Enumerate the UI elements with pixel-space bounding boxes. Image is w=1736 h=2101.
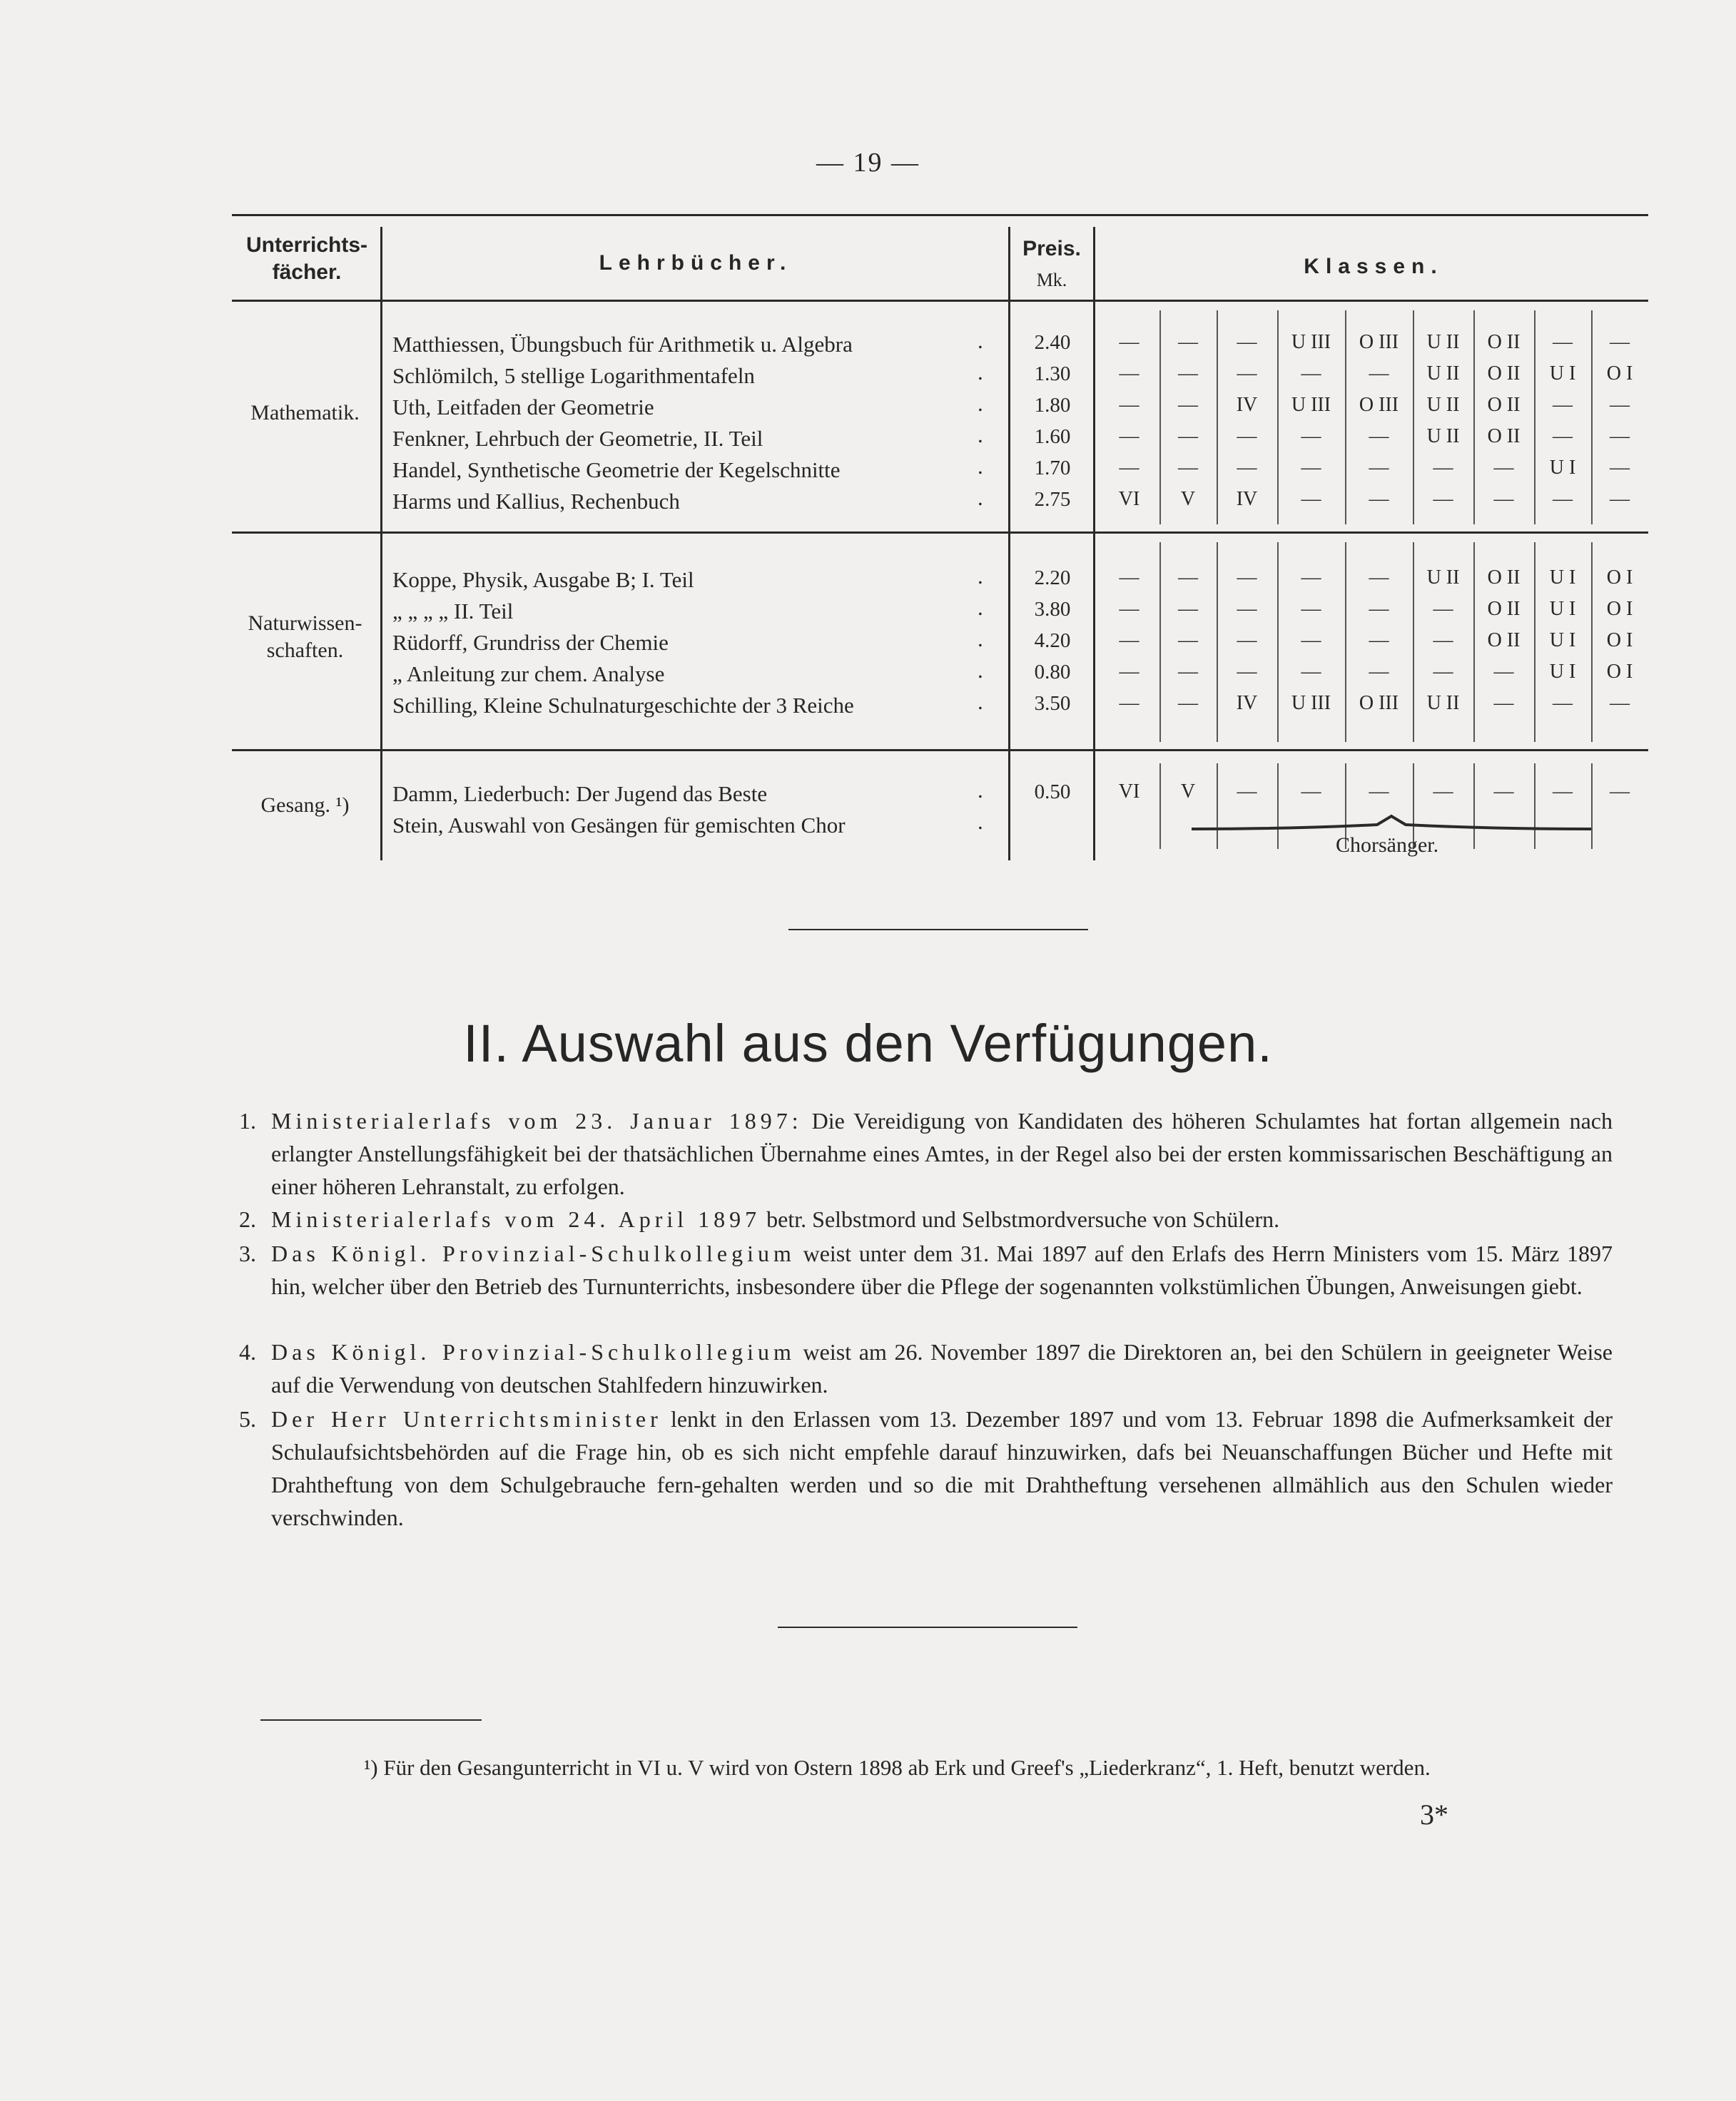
header-subjects: Unterrichts-fächer. <box>245 233 368 284</box>
class-cell: — <box>1433 661 1453 683</box>
class-cell: O II <box>1487 598 1521 620</box>
class-cell: — <box>1610 692 1630 714</box>
header-bottom-rule <box>232 300 1648 302</box>
price-cell: 3.80 <box>1034 598 1071 621</box>
class-cell: IV <box>1236 692 1258 714</box>
class-cell: O II <box>1487 629 1521 651</box>
price-cell: 4.20 <box>1034 629 1071 652</box>
class-cell: — <box>1493 780 1514 803</box>
subject-mathematik: Mathematik. <box>250 401 360 424</box>
decree-text: weist am 26. November 1897 die Direktoren an, bei den Schülern in geeigneter Weise auf die Verwendung von deutschen Stahlfedern hinzuwirken. <box>271 1339 1613 1398</box>
dot-leader: . <box>978 391 989 416</box>
class-column-separator <box>1159 763 1161 849</box>
decree-item <box>239 1403 1613 1534</box>
class-cell: U I <box>1549 598 1576 620</box>
class-cell: — <box>1178 566 1198 589</box>
class-cell: U III <box>1291 394 1331 416</box>
decree-number: 1. <box>239 1108 256 1134</box>
class-cell: U I <box>1549 566 1576 589</box>
class-cell: — <box>1301 661 1321 683</box>
class-cell: — <box>1237 331 1257 353</box>
subject-gesang: Gesang. ¹) <box>260 793 350 817</box>
class-cell: VI <box>1118 488 1140 510</box>
class-cell: — <box>1610 780 1630 803</box>
class-cell: IV <box>1236 394 1258 416</box>
footnote: ¹) Für den Gesangunterricht in VI u. V wird von Ostern 1898 ab Erk und Greef's „Liederkranz“, 1. Heft, benutzt werden. <box>364 1755 1431 1780</box>
class-cell: — <box>1301 780 1321 803</box>
class-cell: U II <box>1426 362 1460 385</box>
class-cell: — <box>1178 362 1198 385</box>
dot-leader: . <box>978 485 989 510</box>
dot-leader: . <box>978 689 989 714</box>
class-cell: — <box>1178 331 1198 353</box>
class-cell: U II <box>1426 394 1460 416</box>
price-cell: 0.80 <box>1034 661 1071 683</box>
dot-leader: . <box>978 626 989 651</box>
decree-number: 4. <box>239 1339 256 1365</box>
class-cell: IV <box>1236 488 1258 510</box>
class-cell: — <box>1237 661 1257 683</box>
dot-leader: . <box>978 564 989 589</box>
chorsaenger-note: Chorsänger. <box>1336 833 1439 857</box>
class-cell: O III <box>1359 394 1399 416</box>
decree-text: Die Vereidigung von Kandidaten des höheren Schulamtes hat fortan allgemein nach erlangter Anstellungsfähigkeit bei der thatsächlichen Übernahme eines Amtes, in der Regel also bei der ersten kommissarischen Beschäftigung an einer höheren Lehranstalt, zu erfolgen. <box>271 1108 1613 1199</box>
dot-leader: . <box>978 595 989 620</box>
class-cell: U I <box>1549 362 1576 385</box>
class-cell: — <box>1119 566 1139 589</box>
class-cell: — <box>1119 425 1139 447</box>
class-cell: — <box>1119 629 1139 651</box>
price-cell: 2.20 <box>1034 566 1071 589</box>
decree-item <box>239 1237 1613 1303</box>
footnote-rule <box>260 1719 482 1721</box>
class-cell: — <box>1369 362 1389 385</box>
class-cell: — <box>1119 692 1139 714</box>
book-title: Stein, Auswahl von Gesängen für gemischten Chor <box>392 813 846 838</box>
class-cell: — <box>1553 331 1573 353</box>
class-cell: — <box>1301 488 1321 510</box>
dot-leader: . <box>978 778 989 803</box>
class-cell: — <box>1178 457 1198 479</box>
class-cell: — <box>1119 598 1139 620</box>
class-cell: O II <box>1487 331 1521 353</box>
decree-item <box>239 1336 1613 1401</box>
class-cell: U III <box>1291 692 1331 714</box>
decree-text: weist unter dem 31. Mai 1897 auf den Erlafs des Herrn Ministers vom 15. März 1897 hin, welcher über den Betrieb des Turnunterrichts, insbesondere über die Pflege der sogenannten volkstümlichen Übungen, Anweisungen giebt. <box>271 1241 1613 1299</box>
decree-lead: Der Herr Unterrichtsminister <box>271 1406 662 1432</box>
class-cell: — <box>1237 457 1257 479</box>
class-cell: — <box>1553 692 1573 714</box>
class-cell: — <box>1301 425 1321 447</box>
class-cell: — <box>1237 566 1257 589</box>
decree-lead: Das Königl. Provinzial-Schulkollegium <box>271 1339 796 1365</box>
class-cell: — <box>1369 629 1389 651</box>
signature-mark: 3* <box>1420 1799 1448 1831</box>
class-cell: — <box>1369 661 1389 683</box>
class-cell: — <box>1237 598 1257 620</box>
class-cell: U II <box>1426 566 1460 589</box>
table-top-rule <box>232 214 1648 216</box>
class-cell: O II <box>1487 425 1521 447</box>
column-rule <box>1093 227 1095 860</box>
class-cell: — <box>1237 629 1257 651</box>
section-divider <box>232 531 1648 534</box>
class-cell: — <box>1610 331 1630 353</box>
class-cell: — <box>1237 425 1257 447</box>
header-books: Lehrbücher. <box>599 251 793 275</box>
price-cell: 0.50 <box>1034 780 1071 803</box>
book-title: „ Anleitung zur chem. Analyse <box>392 661 665 686</box>
book-title: Uth, Leitfaden der Geometrie <box>392 395 654 419</box>
class-cell: — <box>1553 394 1573 416</box>
class-cell: — <box>1301 457 1321 479</box>
decree-lead: Ministerialerlafs vom 23. Januar 1897: <box>271 1108 803 1134</box>
class-cell: U III <box>1291 331 1331 353</box>
class-cell: — <box>1610 457 1630 479</box>
section-title: II. Auswahl aus den Verfügungen. <box>463 1014 1273 1073</box>
class-cell: — <box>1493 692 1514 714</box>
class-cell: — <box>1369 457 1389 479</box>
class-cell: O III <box>1359 692 1399 714</box>
class-cell: — <box>1119 331 1139 353</box>
class-cell: — <box>1433 629 1453 651</box>
decree-number: 5. <box>239 1406 256 1432</box>
decree-number: 3. <box>239 1241 256 1266</box>
class-cell: V <box>1180 780 1196 803</box>
class-cell: — <box>1610 394 1630 416</box>
class-cell: U II <box>1426 425 1460 447</box>
class-cell: U I <box>1549 629 1576 651</box>
class-cell: U II <box>1426 692 1460 714</box>
class-cell: — <box>1301 629 1321 651</box>
header-price: Preis. <box>1022 237 1081 260</box>
book-title: Fenkner, Lehrbuch der Geometrie, II. Teil <box>392 426 763 451</box>
book-title: Harms und Kallius, Rechenbuch <box>392 489 680 514</box>
price-cell: 1.70 <box>1034 457 1071 479</box>
decree-number: 2. <box>239 1206 256 1232</box>
price-cell: 2.75 <box>1034 488 1071 511</box>
class-cell: — <box>1178 629 1198 651</box>
class-cell: — <box>1178 425 1198 447</box>
class-cell: O I <box>1606 598 1633 620</box>
header-price-unit: Mk. <box>1036 270 1067 290</box>
book-title: Damm, Liederbuch: Der Jugend das Beste <box>392 781 768 806</box>
class-cell: — <box>1178 394 1198 416</box>
book-title: Matthiessen, Übungsbuch für Arithmetik u. Algebra <box>392 332 853 357</box>
class-cell: — <box>1369 425 1389 447</box>
class-cell: O II <box>1487 566 1521 589</box>
class-cell: — <box>1493 661 1514 683</box>
class-cell: — <box>1237 780 1257 803</box>
class-cell: — <box>1369 598 1389 620</box>
chor-brace <box>1192 813 1591 842</box>
book-title: Koppe, Physik, Ausgabe B; I. Teil <box>392 567 694 592</box>
price-cell: 2.40 <box>1034 331 1071 354</box>
dot-leader: . <box>978 454 989 479</box>
decree-item <box>239 1203 1613 1236</box>
class-cell: — <box>1369 566 1389 589</box>
class-cell: — <box>1433 598 1453 620</box>
book-title: Schilling, Kleine Schulnaturgeschichte der 3 Reiche <box>392 693 854 718</box>
class-cell: — <box>1553 425 1573 447</box>
dot-leader: . <box>978 360 989 385</box>
class-cell: — <box>1553 488 1573 510</box>
class-cell: — <box>1178 692 1198 714</box>
class-cell: O III <box>1359 331 1399 353</box>
class-cell: O I <box>1606 661 1633 683</box>
class-cell: — <box>1119 661 1139 683</box>
class-cell: U II <box>1426 331 1460 353</box>
chor-brace-path <box>1192 816 1591 829</box>
class-cell: — <box>1433 780 1453 803</box>
class-cell: — <box>1493 488 1514 510</box>
class-column-separator <box>1591 763 1593 849</box>
class-cell: — <box>1433 488 1453 510</box>
class-cell: — <box>1301 362 1321 385</box>
book-title: Handel, Synthetische Geometrie der Kegelschnitte <box>392 457 841 482</box>
book-title: Schlömilch, 5 stellige Logarithmentafeln <box>392 363 755 388</box>
price-cell: 1.60 <box>1034 425 1071 448</box>
class-cell: — <box>1493 457 1514 479</box>
column-rule <box>1008 227 1010 860</box>
class-cell: VI <box>1118 780 1140 803</box>
class-cell: — <box>1178 598 1198 620</box>
class-cell: O I <box>1606 362 1633 385</box>
class-cell: — <box>1301 566 1321 589</box>
divider-short <box>778 1627 1077 1628</box>
price-cell: 3.50 <box>1034 692 1071 715</box>
decree-text: betr. Selbstmord und Selbstmordversuche von Schülern. <box>761 1206 1280 1232</box>
class-cell: — <box>1119 394 1139 416</box>
class-cell: U I <box>1549 457 1576 479</box>
class-cell: O II <box>1487 362 1521 385</box>
class-cell: V <box>1180 488 1196 510</box>
class-cell: — <box>1433 457 1453 479</box>
class-cell: — <box>1119 362 1139 385</box>
class-cell: — <box>1369 780 1389 803</box>
dot-leader: . <box>978 422 989 447</box>
class-cell: — <box>1237 362 1257 385</box>
dot-leader: . <box>978 809 989 834</box>
book-title: „ „ „ „ II. Teil <box>392 599 514 624</box>
class-cell: — <box>1369 488 1389 510</box>
header-classes: Klassen. <box>1304 255 1443 278</box>
class-cell: O I <box>1606 629 1633 651</box>
decree-text: lenkt in den Erlassen vom 13. Dezember 1897 und vom 13. Februar 1898 die Aufmerksamkeit der Schulaufsichtsbehörden auf die Frage hin, ob es sich nicht empfehle darauf hinzuwirken, dafs bei Neuanschaffungen Bücher und Hefte mit Drahtheftung von dem Schulgebrauche fern-gehalten werden und so die mit Drahtheftung versehenen allmählich aus den Schulen wieder verschwinden. <box>271 1406 1613 1530</box>
dot-leader: . <box>978 328 989 353</box>
class-cell: — <box>1610 425 1630 447</box>
class-cell: O I <box>1606 566 1633 589</box>
column-rule <box>380 227 382 860</box>
page-number: — 19 — <box>816 148 920 178</box>
dot-leader: . <box>978 658 989 683</box>
price-cell: 1.80 <box>1034 394 1071 417</box>
class-cell: — <box>1301 598 1321 620</box>
section-divider <box>232 749 1648 751</box>
class-cell: O II <box>1487 394 1521 416</box>
decree-lead: Ministerialerlafs vom 24. April 1897 <box>271 1206 761 1232</box>
class-cell: — <box>1178 661 1198 683</box>
class-cell: U I <box>1549 661 1576 683</box>
decree-item <box>239 1104 1613 1203</box>
book-title: Rüdorff, Grundriss der Chemie <box>392 630 669 655</box>
class-cell: — <box>1119 457 1139 479</box>
divider-short <box>788 929 1088 930</box>
subject-naturwissenschaften: Naturwissen-schaften. <box>248 611 362 662</box>
class-cell: — <box>1553 780 1573 803</box>
decree-lead: Das Königl. Provinzial-Schulkollegium <box>271 1241 796 1266</box>
class-cell: — <box>1610 488 1630 510</box>
price-cell: 1.30 <box>1034 362 1071 385</box>
